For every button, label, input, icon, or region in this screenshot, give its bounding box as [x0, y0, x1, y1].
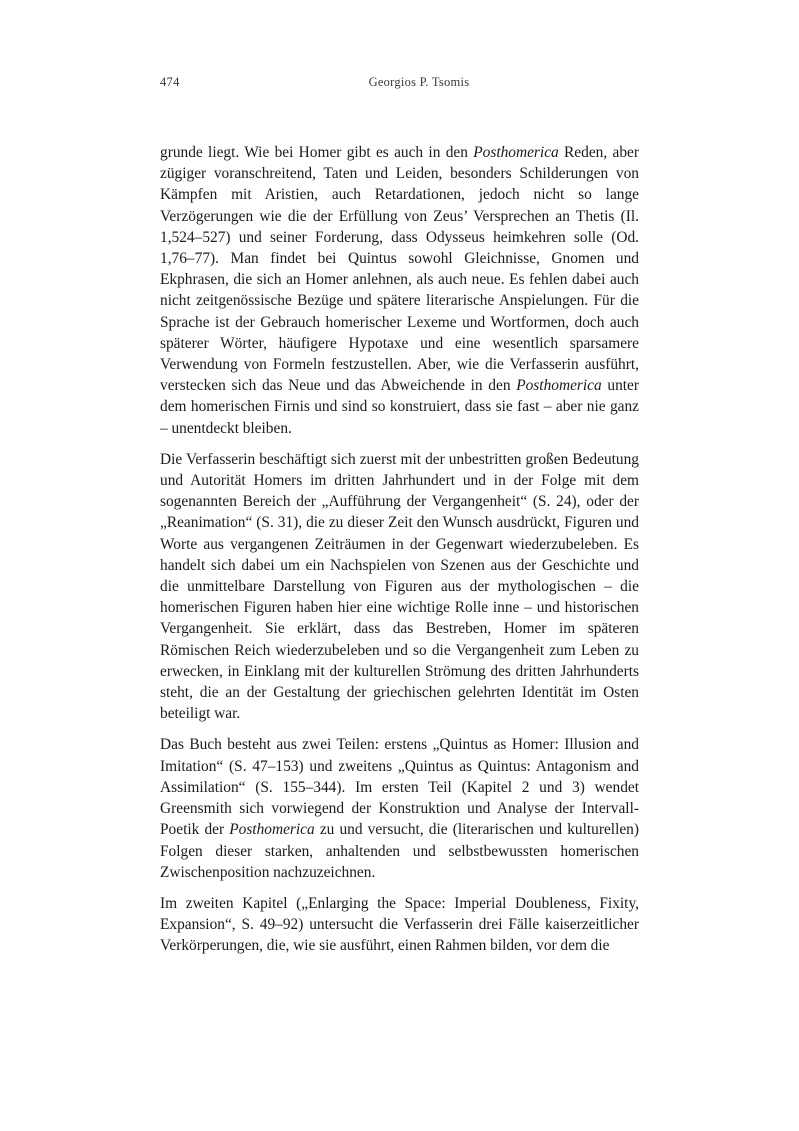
body-paragraph [160, 734, 639, 882]
body-paragraph [160, 893, 639, 957]
page-folio-number: 474 [160, 75, 180, 89]
text-run: zu und versucht, die (literarischen und kulturellen) Folgen dieser starken, anhaltenden und selbstbewussten homerischen Zwischenposition nachzuzeichnen. [160, 821, 639, 881]
text-run: Das Buch besteht aus zwei Teilen: erstens „Quintus as Homer: Illusion and Imitation“ (S. 47–153) und zweitens „Quintus as Quintus: Antagonism and Assimilation“ (S. 155–344). Im ersten Teil (Kapitel 2 und 3) wendet Greensmith sich vorwiegend der Konstruktion und Analyse der Intervall-Poetik der [160, 736, 639, 839]
text-run: Reden, aber zügiger voranschreitend, Taten und Leiden, besonders Schilderungen von Kämpfen mit Aristien, auch Retardationen, jedoch nicht so lange Verzögerungen wie die der Erfüllung von Zeus’ Versprechen an Thetis (Il. 1,524–527) und seiner Forderung, dass Odysseus heimkehren solle (Od. 1,76–77). Man findet bei Quintus sowohl Gleichnisse, Gnomen und Ekphrasen, die sich an Homer anlehnen, als auch neue. Es fehlen dabei auch nicht zeitgenössische Bezüge und spätere literarische Anspielungen. Für die Sprache ist der Gebrauch homerischer Lexeme und Wortformen, doch auch späterer Wörter, häufigere Hypotaxe und eine wesentlich sparsamere Verwendung von Formeln festzustellen. Aber, wie die Verfasserin ausführt, verstecken sich das Neue und das Abweichende in den [160, 144, 639, 395]
text-run: unter dem homerischen Firnis und sind so konstruiert, dass sie fast – aber nie ganz – unentdeckt bleiben. [160, 377, 639, 437]
body-paragraph [160, 142, 639, 439]
text-run: Im zweiten Kapitel („Enlarging the Space: Imperial Doubleness, Fixity, Expansion“, S. 49–92) untersucht die Verfasserin drei Fälle kaiserzeitlicher Verkörperungen, die, wie sie ausführt, einen Rahmen bilden, vor dem die [160, 894, 639, 955]
running-head-author: Georgios P. Tsomis [368, 75, 470, 89]
italic-title-run: Posthomerica [516, 377, 602, 395]
body-text-column [160, 142, 639, 957]
text-run: Die Verfasserin beschäftigt sich zuerst mit der unbestritten großen Bedeutung und Autorität Homers im dritten Jahrhundert und in der Folge mit dem sogenannten Bereich der „Aufführung der Vergangenheit“ (S. 24), oder der „Reanimation“ (S. 31), die zu dieser Zeit den Wunsch ausdrückt, Figuren und Worte aus vergangenen Zeiträumen in der Gegenwart wiederzubeleben. Es handelt sich dabei um ein Nachspielen von Szenen aus der Geschichte und die unmittelbare Darstellung von Figuren aus der mythologischen – die homerischen Figuren haben hier eine wichtige Rolle inne – und historischen Vergangenheit. Sie erklärt, dass das Bestreben, Homer im späteren Römischen Reich wiederzubeleben und so die Vergangenheit zum Leben zu erwecken, in Einklang mit der kulturellen Strömung des dritten Jahrhunderts steht, die an der Gestaltung der griechischen gelehrten Identität im Osten beteiligt war. [160, 450, 639, 723]
italic-title-run: Posthomerica [229, 821, 315, 839]
italic-title-run: Posthomerica [473, 144, 559, 161]
text-run: grunde liegt. Wie bei Homer gibt es auch in den [160, 144, 474, 161]
running-header [160, 73, 638, 91]
body-paragraph [160, 449, 639, 725]
